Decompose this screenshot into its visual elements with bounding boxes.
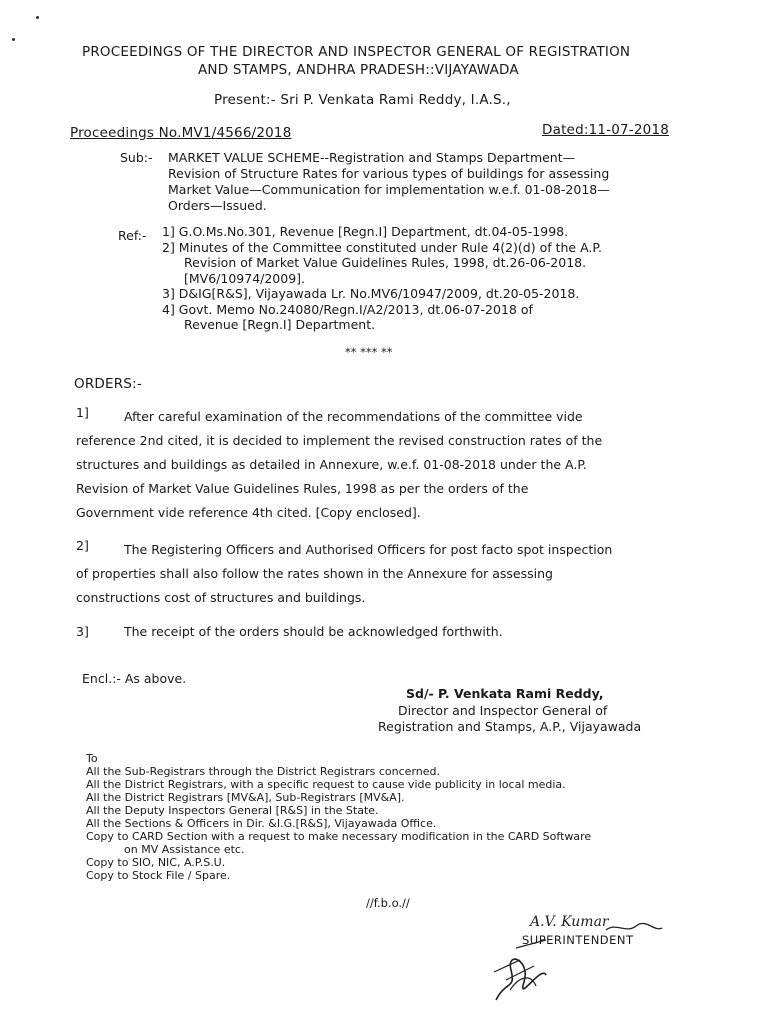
order-line: constructions cost of structures and buildings. (76, 590, 366, 605)
subject-label: Sub:- (120, 150, 153, 165)
order-line: Revision of Market Value Guidelines Rules, 1998 as per the orders of the (76, 481, 529, 496)
distribution-item: All the Sections & Officers in Dir. &I.G.[R&S], Vijayawada Office. (86, 817, 437, 830)
reference-list (162, 224, 602, 333)
order-3-text: The receipt of the orders should be acknowledged forthwith. (124, 624, 503, 639)
order-number: 2] (76, 538, 89, 553)
distribution-item: Copy to Stock File / Spare. (86, 869, 231, 882)
order-line: Government vide reference 4th cited. [Copy enclosed]. (76, 505, 421, 520)
order-2-text (76, 538, 694, 610)
order-line: reference 2nd cited, it is decided to implement the revised construction rates of the (76, 433, 603, 448)
distribution-item: Copy to CARD Section with a request to make necessary modification in the CARD Software (86, 830, 592, 843)
signatory-title-2: Registration and Stamps, A.P., Vijayawada (378, 719, 642, 734)
reference-item: 2] Minutes of the Committee constituted under Rule 4(2)(d) of the A.P. (162, 239, 602, 255)
dated: Dated:11-07-2018 (542, 122, 670, 138)
distribution-item: All the Deputy Inspectors General [R&S] in the State. (86, 804, 379, 817)
order-line: After careful examination of the recommendations of the committee vide (124, 409, 583, 424)
reference-item: 1] G.O.Ms.No.301, Revenue [Regn.I] Department, dt.04-05-1998. (162, 224, 569, 239)
order-line: structures and buildings as detailed in Annexure, w.e.f. 01-08-2018 under the A.P. (76, 457, 587, 472)
reference-label: Ref:- (118, 228, 147, 243)
reference-item-cont: Revision of Market Value Guidelines Rules, 1998, dt.26-06-2018. (184, 255, 587, 270)
present-line: Present:- Sri P. Venkata Rami Reddy, I.A.S., (214, 92, 511, 108)
reference-item: 3] D&IG[R&S], Vijayawada Lr. No.MV6/10947/2009, dt.20-05-2018. (162, 286, 580, 301)
enclosure: Encl.:- As above. (82, 671, 187, 686)
distribution-item: Copy to SIO, NIC, A.P.S.U. (86, 856, 226, 869)
header-line-1: PROCEEDINGS OF THE DIRECTOR AND INSPECTOR GENERAL OF REGISTRATION (82, 44, 631, 60)
order-1-text (76, 405, 694, 525)
orders-heading: ORDERS:- (74, 376, 142, 392)
subject-text (168, 150, 610, 214)
signatory-title-1: Director and Inspector General of (398, 703, 608, 718)
distribution-item: All the District Registrars, with a specific request to cause vide publicity in local media. (86, 778, 566, 791)
reference-item: 4] Govt. Memo No.24080/Regn.I/A2/2013, dt.06-07-2018 of (162, 301, 533, 317)
order-number: 1] (76, 405, 89, 420)
fbo-note: //f.b.o.// (366, 896, 410, 910)
attestation-initials: A.V. Kumar (530, 914, 609, 930)
scan-mark (12, 38, 15, 41)
distribution-item-cont: on MV Assistance etc. (124, 843, 245, 856)
order-line: The Registering Officers and Authorised Officers for post facto spot inspection (124, 542, 613, 557)
distribution-item: All the District Registrars [MV&A], Sub-Registrars [MV&A]. (86, 791, 405, 804)
subject-line: Market Value—Communication for implementation w.e.f. 01-08-2018— (168, 182, 610, 197)
subject-line: MARKET VALUE SCHEME--Registration and Stamps Department— (168, 150, 576, 165)
subject-line: Orders—Issued. (168, 198, 267, 213)
distribution-item: All the Sub-Registrars through the District Registrars concerned. (86, 765, 440, 778)
attestation-designation: SUPERINTENDENT (522, 933, 634, 947)
scan-mark (36, 16, 39, 19)
order-line: of properties shall also follow the rates shown in the Annexure for assessing (76, 566, 553, 581)
order-number: 3] (76, 624, 89, 639)
reference-item-cont: Revenue [Regn.I] Department. (184, 317, 376, 332)
subject-line: Revision of Structure Rates for various types of buildings for assessing (168, 166, 610, 181)
separator: ** *** ** (345, 345, 393, 359)
reference-item-cont: [MV6/10974/2009]. (184, 270, 306, 286)
to-label: To (86, 752, 98, 765)
header-line-2: AND STAMPS, ANDHRA PRADESH::VIJAYAWADA (198, 62, 519, 78)
proceedings-number: Proceedings No.MV1/4566/2018 (70, 125, 292, 141)
distribution-list (86, 765, 591, 882)
signatory-name: Sd/- P. Venkata Rami Reddy, (406, 686, 604, 701)
